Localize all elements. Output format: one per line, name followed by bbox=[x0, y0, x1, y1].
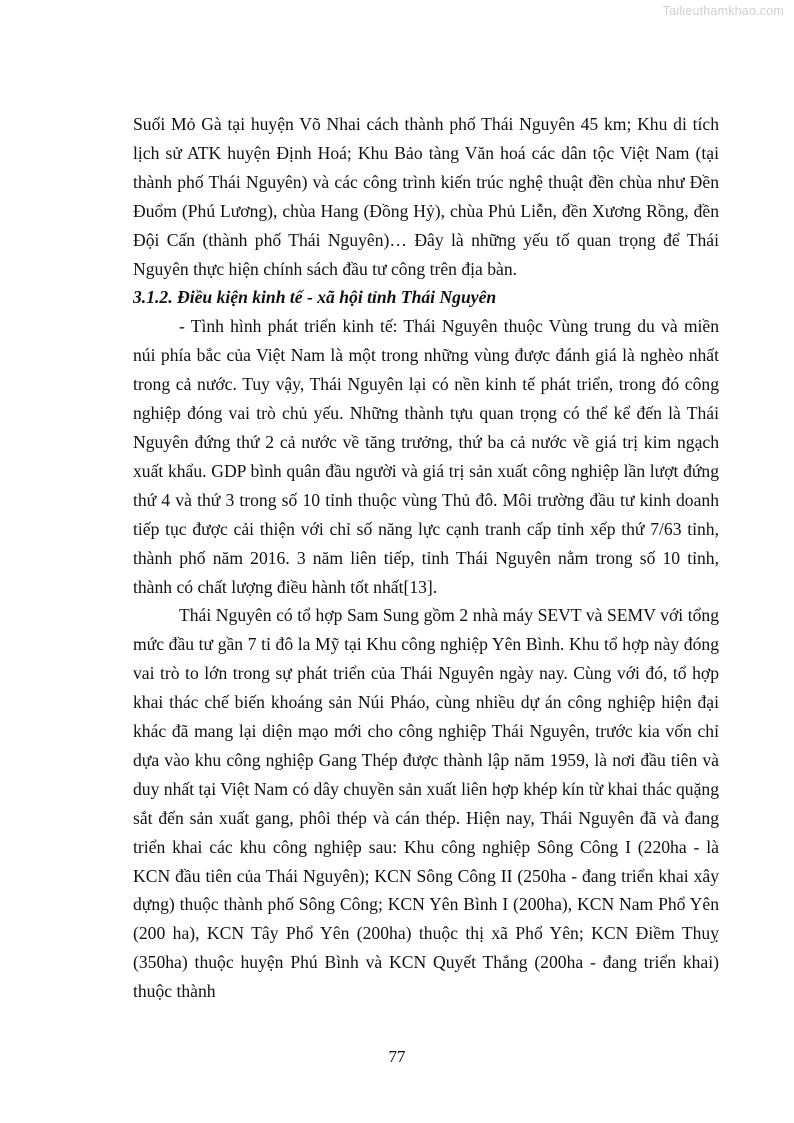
watermark: Tailieuthamkhao.com bbox=[662, 4, 784, 18]
paragraph-3: Thái Nguyên có tổ hợp Sam Sung gồm 2 nhà máy SEVT và SEMV với tổng mức đầu tư gần 7 tỉ đô la Mỹ tại Khu công nghiệp Yên Bình. Khu tổ hợp này đóng vai trò to lớn trong sự phát triển của Thái Nguyên ngày nay. Cùng với đó, tổ hợp khai thác chế biến khoáng sản Núi Pháo, cùng nhiều dự án công nghiệp hiện đại khác đã mang lại diện mạo mới cho công nghiệp Thái Nguyên, trước kia vốn chỉ dựa vào khu công nghiệp Gang Thép được thành lập năm 1959, là nơi đầu tiên và duy nhất tại Việt Nam có dây chuyền sản xuất liên hợp khép kín từ khai thác quặng sắt đến sản xuất gang, phôi thép và cán thép. Hiện nay, Thái Nguyên đã và đang triển khai các khu công nghiệp sau: Khu công nghiệp Sông Công I (220ha - là KCN đầu tiên của Thái Nguyên); KCN Sông Công II (250ha - đang triển khai xây dựng) thuộc thành phố Sông Công; KCN Yên Bình I (200ha), KCN Nam Phổ Yên (200 ha), KCN Tây Phổ Yên (200ha) thuộc thị xã Phổ Yên; KCN Điềm Thuỵ (350ha) thuộc huyện Phú Bình và KCN Quyết Thắng (200ha - đang triển khai) thuộc thành bbox=[133, 605, 719, 1002]
page-number: 77 bbox=[388, 1047, 406, 1066]
document-body bbox=[133, 110, 719, 1006]
paragraph-2: - Tình hình phát triển kinh tế: Thái Nguyên thuộc Vùng trung du và miền núi phía bắc của Việt Nam là một trong những vùng được đánh giá là nghèo nhất trong cả nước. Tuy vậy, Thái Nguyên lại có nền kinh tế phát triển, trong đó công nghiệp đóng vai trò chủ yếu. Những thành tựu quan trọng có thể kể đến là Thái Nguyên đứng thứ 2 cả nước về tăng trưởng, thứ ba cả nước về giá trị kim ngạch xuất khẩu. GDP bình quân đầu người và giá trị sản xuất công nghiệp lần lượt đứng thứ 4 và thứ 3 trong số 10 tỉnh thuộc vùng Thủ đô. Môi trường đầu tư kinh doanh tiếp tục được cải thiện với chỉ số năng lực cạnh tranh cấp tỉnh xếp thứ 7/63 tỉnh, thành phố năm 2016. 3 năm liên tiếp, tỉnh Thái Nguyên nằm trong số 10 tỉnh, thành có chất lượng điều hành tốt nhất[13]. bbox=[133, 316, 719, 597]
paragraph-1: Suối Mỏ Gà tại huyện Võ Nhai cách thành phố Thái Nguyên 45 km; Khu di tích lịch sử ATK huyện Định Hoá; Khu Bảo tàng Văn hoá các dân tộc Việt Nam (tại thành phố Thái Nguyên) và các công trình kiến trúc nghệ thuật đền chùa như Đền Đuổm (Phú Lương), chùa Hang (Đồng Hỷ), chùa Phủ Liễn, đền Xương Rồng, đền Đội Cấn (thành phố Thái Nguyên)… Đây là những yếu tố quan trọng để Thái Nguyên thực hiện chính sách đầu tư công trên địa bàn. bbox=[133, 114, 719, 279]
section-heading: 3.1.2. Điều kiện kinh tế - xã hội tỉnh Thái Nguyên bbox=[133, 287, 497, 308]
